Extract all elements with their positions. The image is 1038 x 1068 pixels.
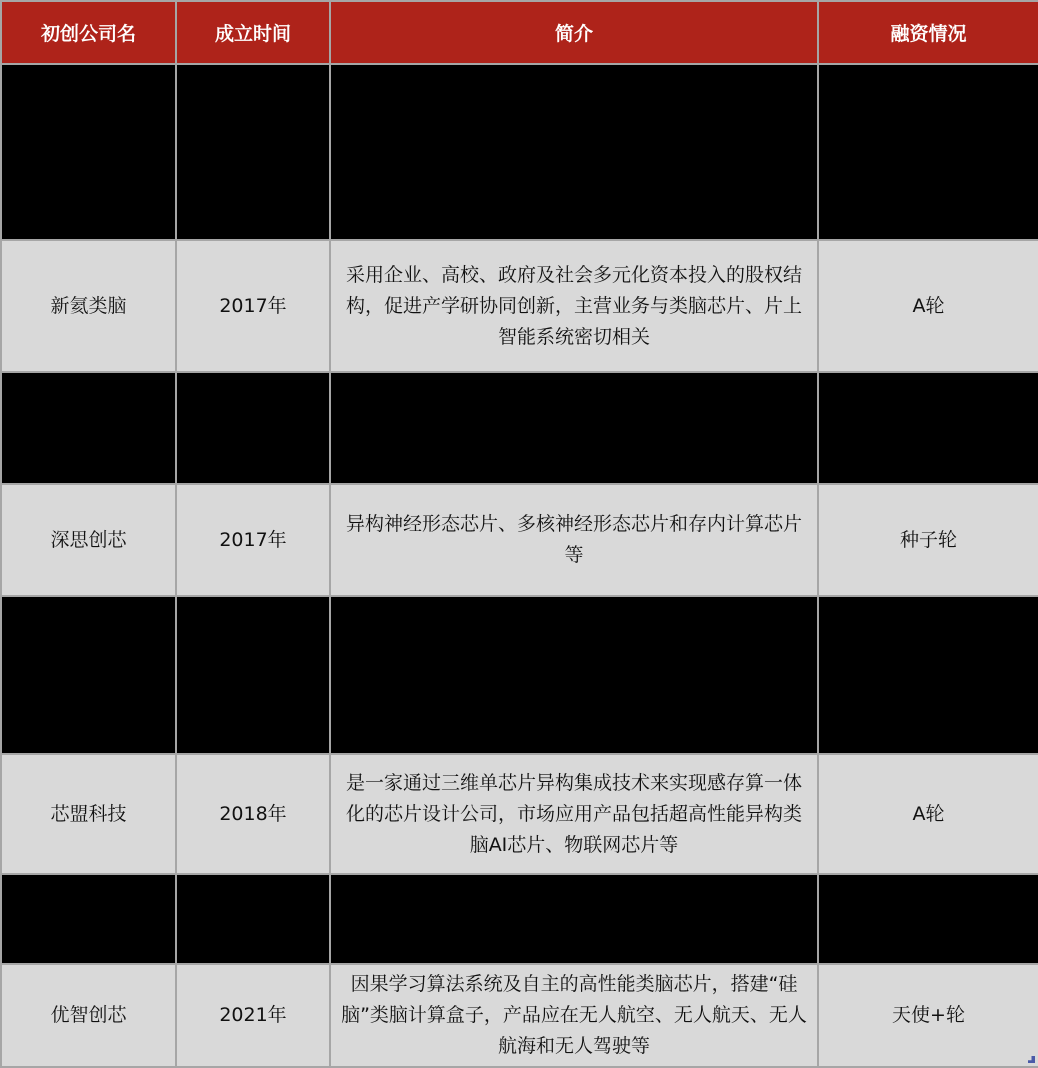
cell-founded bbox=[176, 372, 330, 484]
cell-company: 新氦类脑 bbox=[1, 240, 176, 372]
cell-funding bbox=[818, 372, 1038, 484]
table-row-redacted bbox=[1, 64, 1038, 240]
header-description: 简介 bbox=[330, 1, 818, 64]
table-row bbox=[1, 754, 1038, 874]
cell-company: 芯盟科技 bbox=[1, 754, 176, 874]
cell-founded: 2018年 bbox=[176, 754, 330, 874]
table-row-redacted bbox=[1, 874, 1038, 964]
cell-founded: 2017年 bbox=[176, 240, 330, 372]
cell-funding: 种子轮 bbox=[818, 484, 1038, 596]
cell-description bbox=[330, 372, 818, 484]
cell-company bbox=[1, 596, 176, 754]
cell-funding: 天使+轮 bbox=[818, 964, 1038, 1067]
cell-funding bbox=[818, 596, 1038, 754]
cell-description bbox=[330, 874, 818, 964]
cell-founded bbox=[176, 874, 330, 964]
cell-description bbox=[330, 596, 818, 754]
cell-company bbox=[1, 874, 176, 964]
cell-description: 异构神经形态芯片、多核神经形态芯片和存内计算芯片等 bbox=[330, 484, 818, 596]
table-row bbox=[1, 964, 1038, 1067]
cell-company: 深思创芯 bbox=[1, 484, 176, 596]
cell-company bbox=[1, 64, 176, 240]
cell-description bbox=[330, 64, 818, 240]
cell-funding: A轮 bbox=[818, 240, 1038, 372]
table-row-redacted bbox=[1, 372, 1038, 484]
cell-founded bbox=[176, 64, 330, 240]
table-row bbox=[1, 484, 1038, 596]
cell-description: 是一家通过三维单芯片异构集成技术来实现感存算一体化的芯片设计公司，市场应用产品包括超高性能异构类脑AI芯片、物联网芯片等 bbox=[330, 754, 818, 874]
header-company: 初创公司名 bbox=[1, 1, 176, 64]
cell-funding bbox=[818, 874, 1038, 964]
table-row bbox=[1, 240, 1038, 372]
cell-description: 采用企业、高校、政府及社会多元化资本投入的股权结构，促进产学研协同创新，主营业务与类脑芯片、片上智能系统密切相关 bbox=[330, 240, 818, 372]
header-founded: 成立时间 bbox=[176, 1, 330, 64]
cell-company bbox=[1, 372, 176, 484]
header-funding: 融资情况 bbox=[818, 1, 1038, 64]
header-row bbox=[1, 1, 1038, 64]
cell-funding bbox=[818, 64, 1038, 240]
cell-description: 因果学习算法系统及自主的高性能类脑芯片，搭建“硅脑”类脑计算盒子，产品应在无人航空、无人航天、无人航海和无人驾驶等 bbox=[330, 964, 818, 1067]
cell-founded bbox=[176, 596, 330, 754]
cell-founded: 2021年 bbox=[176, 964, 330, 1067]
cell-company: 优智创芯 bbox=[1, 964, 176, 1067]
table-row-redacted bbox=[1, 596, 1038, 754]
cell-funding: A轮 bbox=[818, 754, 1038, 874]
cell-founded: 2017年 bbox=[176, 484, 330, 596]
